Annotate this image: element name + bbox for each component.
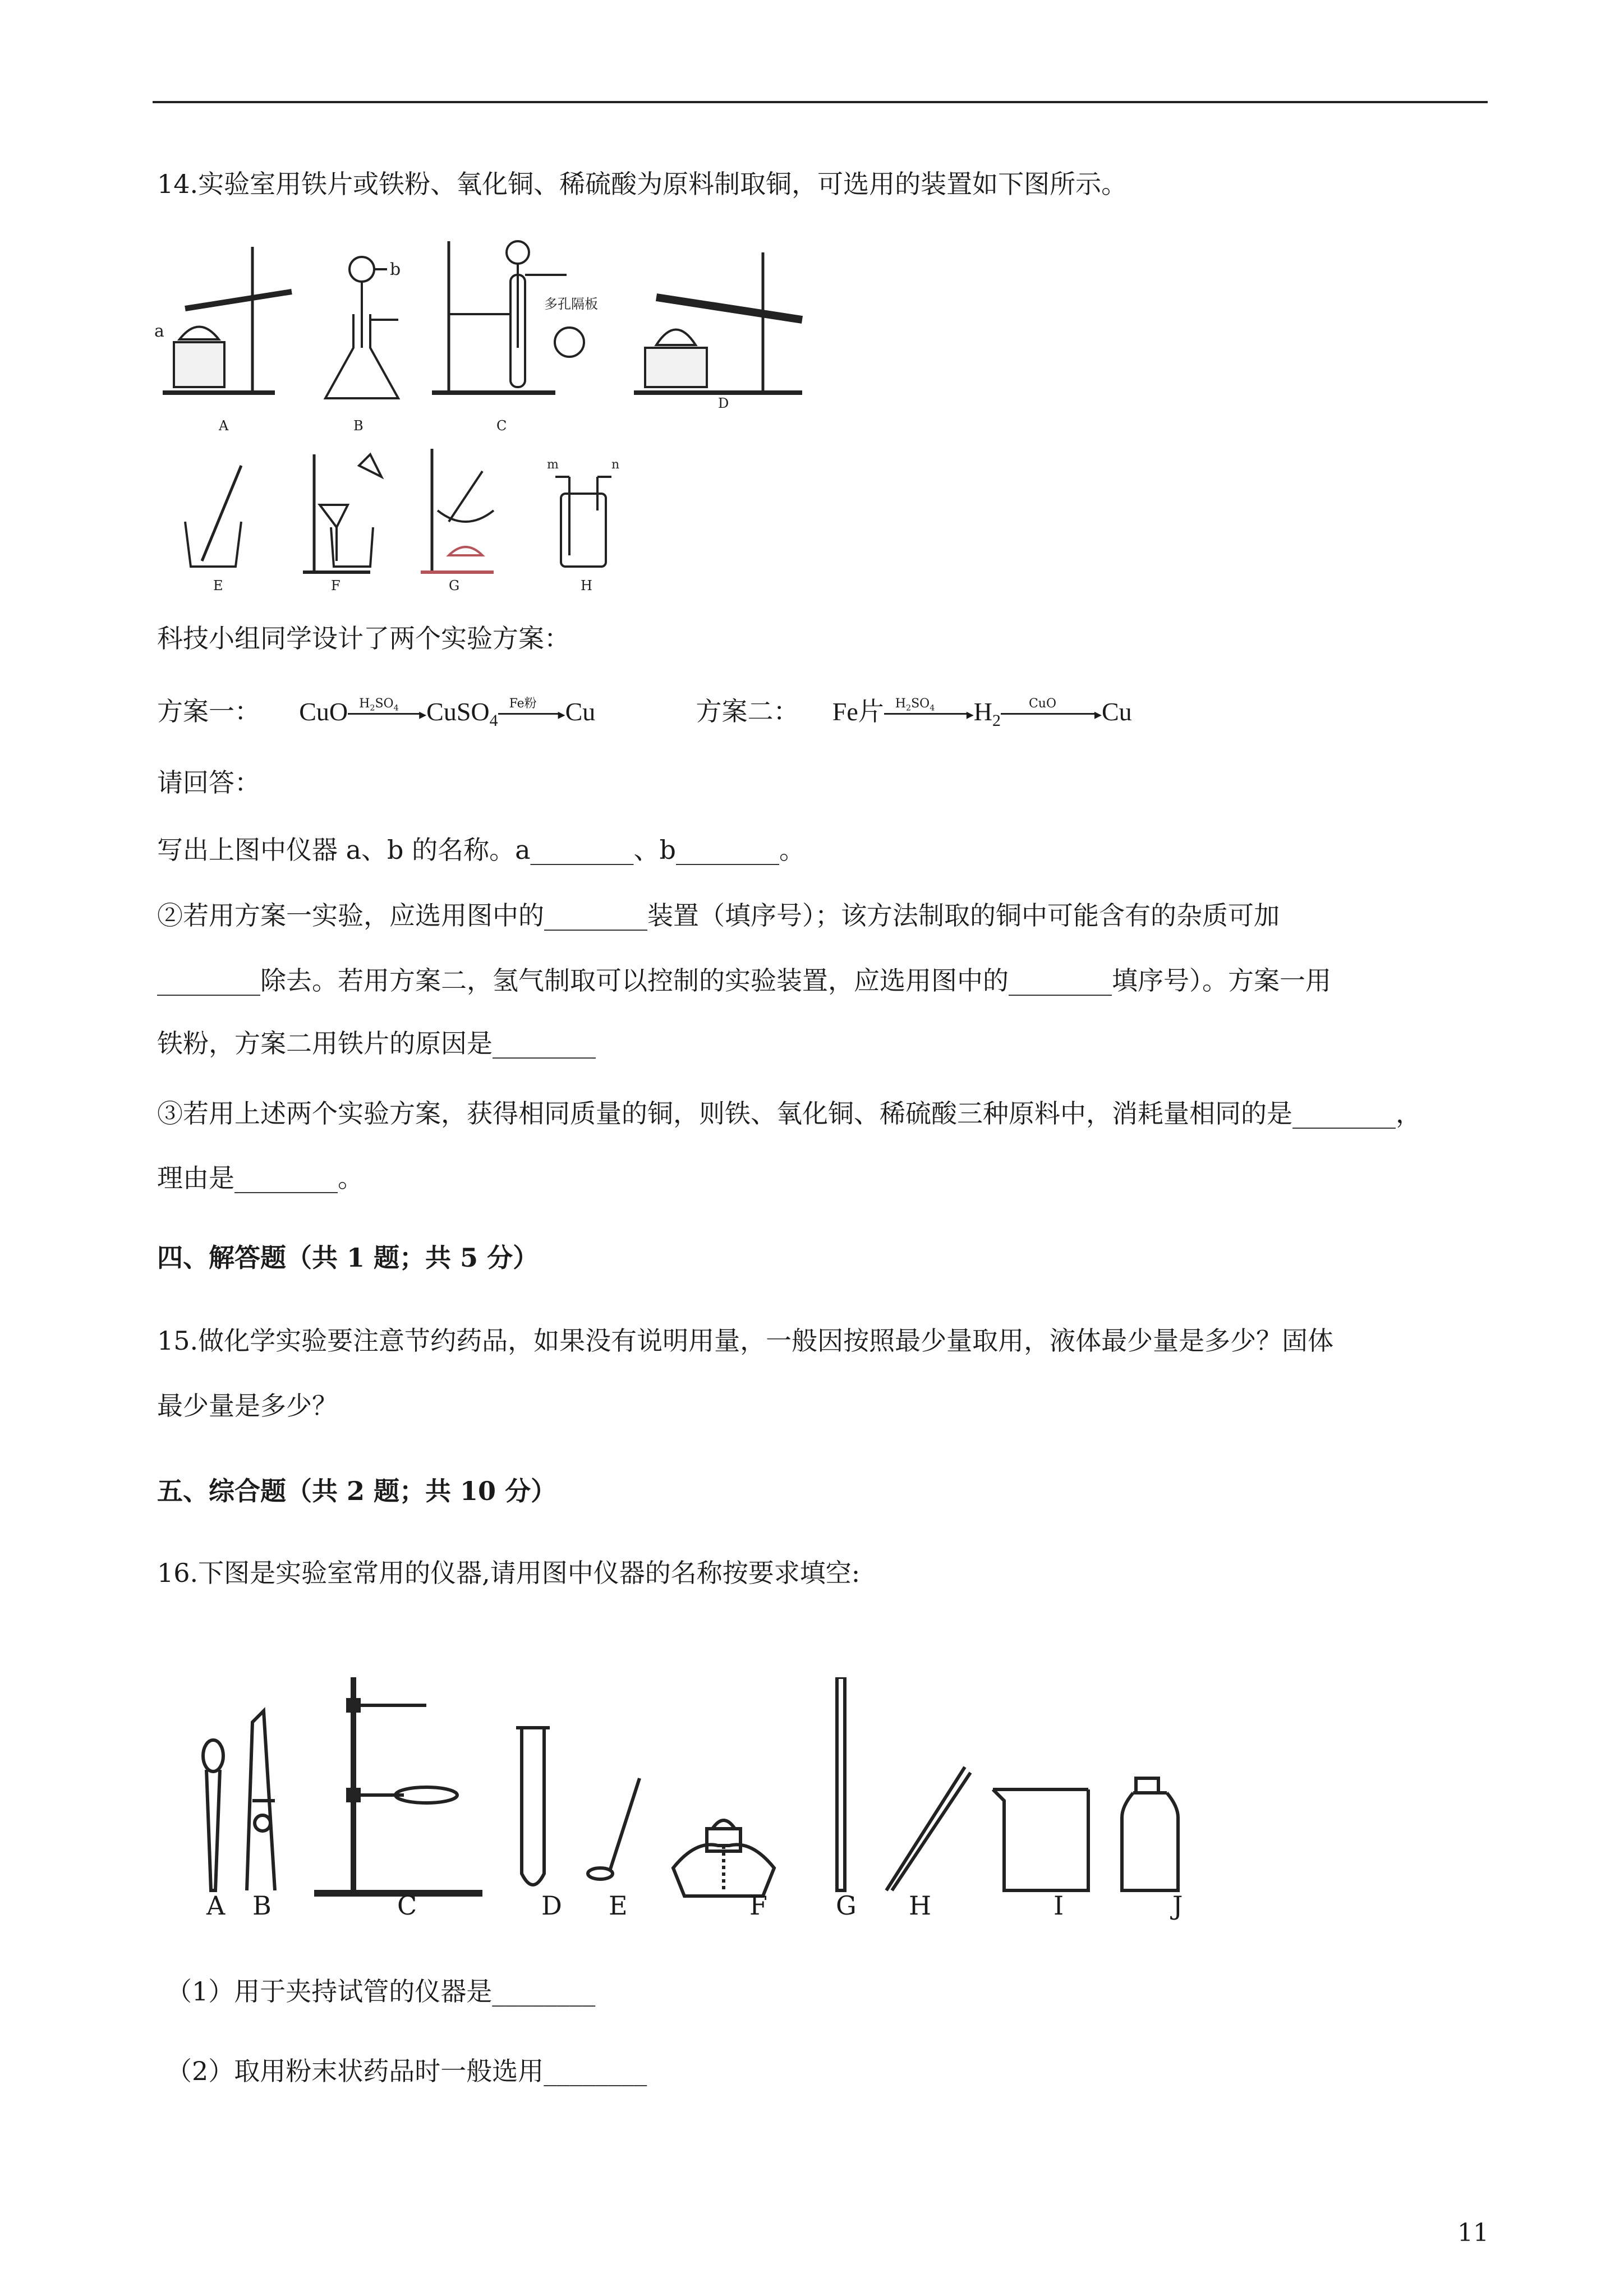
plan2-mid: $H_2$ (973, 697, 1001, 730)
plan1-label: 方案一： (157, 696, 260, 726)
label-B: B (353, 418, 364, 434)
label-n: n (611, 458, 620, 472)
instrument-h-tweezers (886, 1767, 970, 1890)
q15-line2: 最少量是多少？ (157, 1391, 338, 1421)
plan1-mid: CuSO$_4$ (426, 697, 498, 730)
label-a: a (154, 321, 164, 341)
label-H: H (581, 578, 592, 593)
instr-label-J: J (1172, 1890, 1183, 1921)
label-C: C (496, 418, 507, 434)
q14-prompt: 请回答： (157, 767, 260, 798)
q14-row2-labels (168, 578, 729, 600)
plan2-start: Fe片 (832, 697, 884, 726)
label-m: m (547, 458, 559, 472)
plan2-label: 方案二： (696, 696, 799, 726)
plan2-reagent2: CuO (1028, 697, 1057, 711)
apparatus-c (432, 241, 598, 393)
apparatus-g (421, 449, 494, 572)
q16-sub2: （2）取用粉末状药品时一般选用________ (166, 2056, 647, 2086)
label-A: A (219, 418, 229, 434)
q14-plans (157, 694, 1132, 738)
apparatus-a (154, 247, 292, 393)
plan1-arrow1: $H_2SO_4$ ▸ (348, 705, 426, 722)
instr-label-C: C (397, 1890, 417, 1921)
q16-sub1: （1）用于夹持试管的仪器是________ (166, 1976, 596, 2007)
instrument-g-glass-rod (837, 1677, 845, 1890)
apparatus-h (547, 458, 619, 567)
plan2-end: Cu (1101, 697, 1132, 726)
q14-row1-labels (151, 395, 825, 440)
q16-labels (191, 1890, 1257, 1924)
q14-part2-line1: ②若用方案一实验，应选用图中的________装置（填序号）；该方法制取的铜中可能含有的杂质可加 (157, 900, 1280, 931)
label-F: F (331, 578, 341, 593)
instr-label-G: G (836, 1890, 857, 1921)
instr-label-I: I (1053, 1890, 1064, 1921)
instrument-e-spoon (588, 1778, 640, 1879)
plan2-arrow2: CuO ▸ (1001, 705, 1102, 722)
label-G: G (449, 578, 460, 593)
instrument-b-clamp (247, 1711, 275, 1890)
q14-intro: 科技小组同学设计了两个实验方案： (157, 623, 570, 654)
instr-label-A: A (206, 1890, 226, 1921)
plan1-reagent1: $H_2SO_4$ (359, 697, 399, 713)
q14-stem: 14.实验室用铁片或铁粉、氧化铜、稀硫酸为原料制取铜，可选用的装置如下图所示。 (157, 169, 1128, 199)
label-D: D (718, 395, 729, 411)
instr-label-D: D (541, 1890, 562, 1921)
q14-part1: 写出上图中仪器 a、b 的名称。a________、b________。 (157, 835, 805, 865)
instr-label-B: B (252, 1890, 272, 1921)
plan1-end: Cu (565, 697, 596, 726)
header-rule (153, 101, 1488, 103)
apparatus-b (325, 257, 401, 398)
instrument-j-bottle (1122, 1778, 1178, 1890)
section5-title: 五、综合题（共 2 题；共 10 分） (157, 1476, 557, 1506)
apparatus-d (634, 252, 802, 393)
apparatus-e (185, 466, 241, 567)
q14-part2-line2: ________除去。若用方案二，氢气制取可以控制的实验装置，应选用图中的________填序号）。方案一用 (157, 965, 1331, 996)
section4-title: 四、解答题（共 1 题；共 5 分） (157, 1243, 539, 1273)
q15-line1: 15.做化学实验要注意节约药品，如果没有说明用量，一般因按照最少量取用，液体最少量是多少？固体 (157, 1326, 1334, 1356)
page-number: 11 (1457, 2219, 1489, 2247)
instr-label-E: E (609, 1890, 628, 1921)
q14-part3-line1: ③若用上述两个实验方案，获得相同质量的铜，则铁、氧化铜、稀硫酸三种原料中，消耗量相同的是________， (157, 1098, 1421, 1129)
apparatus-f (303, 454, 381, 572)
porous-plate-label: 多孔隔板 (544, 296, 598, 312)
instrument-d-test-tube (516, 1728, 550, 1885)
instrument-f-alcohol-lamp (673, 1820, 774, 1896)
label-E: E (213, 578, 223, 593)
label-b: b (390, 260, 401, 279)
q14-part3-line2: 理由是________。 (157, 1163, 364, 1193)
plan1-start: CuO (299, 697, 348, 726)
instrument-c-stand (314, 1677, 482, 1893)
instrument-i-beaker (993, 1789, 1088, 1890)
q14-part2-line3: 铁粉，方案二用铁片的原因是________ (157, 1028, 596, 1059)
plan1-arrow2: Fe粉 ▸ (498, 705, 565, 722)
instrument-a-dropper (203, 1740, 223, 1890)
q16-stem: 16.下图是实验室常用的仪器,请用图中仪器的名称按要求填空: (157, 1558, 861, 1588)
instr-label-F: F (749, 1890, 767, 1921)
plan2-reagent1: $H_2SO_4$ (895, 697, 935, 713)
plan2-arrow1: $H_2SO_4$ ▸ (884, 705, 974, 722)
q16-instruments (191, 1677, 1257, 1924)
instr-label-H: H (909, 1890, 932, 1921)
plan1-reagent2: Fe粉 (509, 697, 537, 711)
